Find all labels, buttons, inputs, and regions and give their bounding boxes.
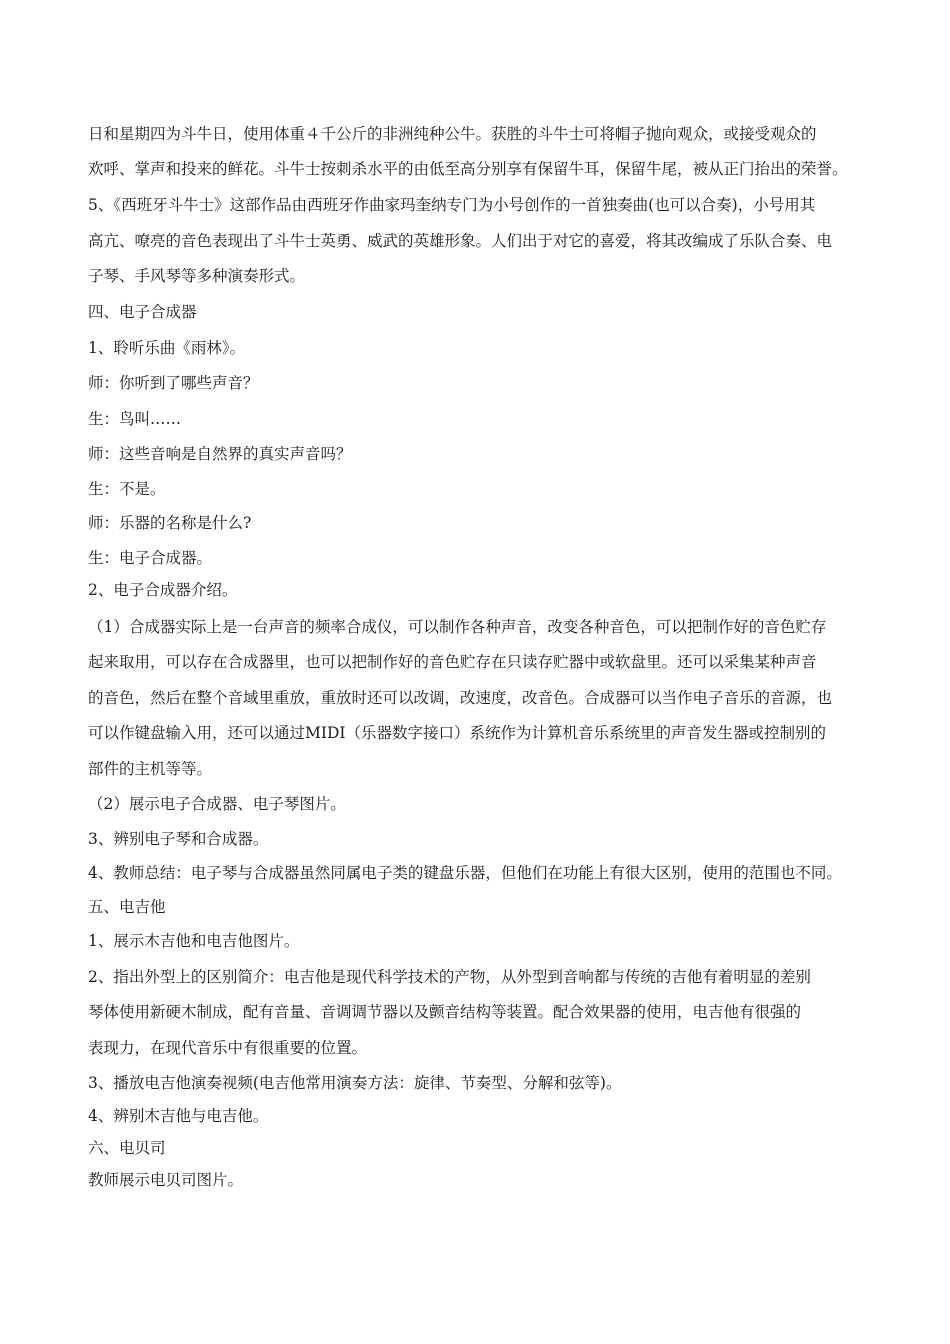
text-line: 表现力，在现代音乐中有很重要的位置。 [88, 1039, 368, 1057]
text-line: 1、聆听乐曲《雨林》。 [88, 339, 246, 357]
text-line: 日和星期四为斗牛日，使用体重４千公斤的非洲纯种公牛。获胜的斗牛士可将帽子抛向观众，或接受观众的 [88, 125, 817, 143]
dialogue-line: 师：乐器的名称是什么? [88, 514, 252, 532]
text-line: 4、辨别木吉他与电吉他。 [88, 1107, 269, 1125]
text-line: 琴体使用新硬木制成，配有音量、音调调节器以及颤音结构等装置。配合效果器的使用，电吉他有很强的 [88, 1003, 802, 1021]
dialogue-line: 生：鸟叫…… [88, 410, 182, 428]
text-line: 欢呼、掌声和投来的鲜花。斗牛士按刺杀水平的由低至高分别享有保留牛耳，保留牛尾，被从正门抬出的荣誉。 [88, 160, 848, 178]
text-line: 2、电子合成器介绍。 [88, 581, 238, 599]
text-line: 教师展示电贝司图片。 [88, 1171, 244, 1189]
text-line: （2）展示电子合成器、电子琴图片。 [88, 795, 346, 813]
text-line: 子琴、手风琴等多种演奏形式。 [88, 267, 306, 285]
section-heading: 六、电贝司 [88, 1139, 166, 1157]
text-line: 3、播放电吉他演奏视频(电吉他常用演奏方法：旋律、节奏型、分解和弦等)。 [88, 1074, 622, 1092]
text-line: 5、《西班牙斗牛士》这部作品由西班牙作曲家玛奎纳专门为小号创作的一首独奏曲(也可以合奏)，小号用其 [88, 196, 816, 214]
text-line: 1、展示木吉他和电吉他图片。 [88, 932, 300, 950]
dialogue-line: 师：你听到了哪些声音？ [88, 374, 259, 392]
text-line: （1）合成器实际上是一台声音的频率合成仪，可以制作各种声音，改变各种音色，可以把制作好的音色贮存 [88, 618, 827, 636]
section-heading: 五、电吉他 [88, 898, 166, 916]
text-line: 高亢、嘹亮的音色表现出了斗牛士英勇、威武的英雄形象。人们出于对它的喜爱，将其改编成了乐队合奏、电 [88, 232, 833, 250]
text-line: 可以作键盘输入用，还可以通过MIDI（乐器数字接口）系统作为计算机音乐系统里的声音发生器或控制别的 [88, 724, 827, 742]
dialogue-line: 生：不是。 [88, 480, 166, 498]
section-heading: 四、电子合成器 [88, 303, 197, 321]
dialogue-line: 师：这些音响是自然界的真实声音吗？ [88, 445, 352, 463]
text-line: 2、指出外型上的区别简介：电吉他是现代科学技术的产物，从外型到音响都与传统的吉他有着明显的差别 [88, 968, 811, 986]
dialogue-line: 生：电子合成器。 [88, 549, 213, 567]
text-line: 的音色，然后在整个音域里重放，重放时还可以改调，改速度，改音色。合成器可以当作电子音乐的音源，也 [88, 689, 833, 707]
text-line: 起来取用，可以存在合成器里，也可以把制作好的音色贮存在只读存贮器中或软盘里。还可以采集某种声音 [88, 653, 817, 671]
text-line: 3、辨别电子琴和合成器。 [88, 830, 269, 848]
text-line: 4、教师总结：电子琴与合成器虽然同属电子类的键盘乐器，但他们在功能上有很大区别，使用的范围也不同。 [88, 864, 842, 882]
text-line: 部件的主机等等。 [88, 760, 213, 778]
